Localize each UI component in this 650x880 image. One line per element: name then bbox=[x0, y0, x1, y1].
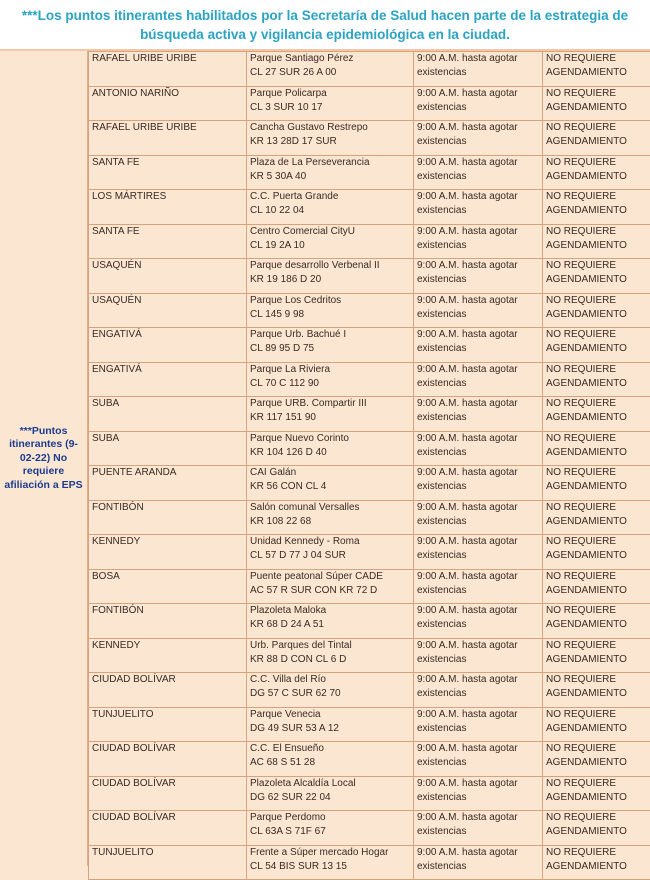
lugar-cell-text: Parque Los Cedritos bbox=[250, 294, 410, 308]
agendamiento-cell bbox=[543, 52, 650, 87]
lugar-cell bbox=[247, 293, 414, 328]
lugar-cell-text: Parque desarrollo Verbenal II bbox=[250, 259, 410, 273]
localidad-cell-text: LOS MÁRTIRES bbox=[92, 191, 166, 202]
table-row bbox=[89, 121, 650, 156]
localidad-cell bbox=[89, 638, 247, 673]
agendamiento-cell bbox=[543, 845, 650, 880]
horario-cell-text: existencias bbox=[417, 687, 539, 701]
agendamiento-cell bbox=[543, 397, 650, 432]
horario-cell bbox=[414, 293, 543, 328]
localidad-cell-text: FONTIBÓN bbox=[92, 502, 144, 513]
localidad-cell-text: CIUDAD BOLÍVAR bbox=[92, 674, 176, 685]
localidad-cell-text: RAFAEL URIBE URIBE bbox=[92, 53, 197, 64]
table-row bbox=[89, 190, 650, 225]
horario-cell-text: existencias bbox=[417, 446, 539, 460]
lugar-cell bbox=[247, 811, 414, 846]
horario-cell bbox=[414, 121, 543, 156]
localidad-cell bbox=[89, 742, 247, 777]
horario-cell bbox=[414, 86, 543, 121]
agendamiento-cell-text: NO REQUIERE bbox=[546, 777, 649, 791]
table-row bbox=[89, 224, 650, 259]
table-row bbox=[89, 259, 650, 294]
horario-cell-text: existencias bbox=[417, 618, 539, 632]
notice-text: ***Los puntos itinerantes habilitados por la Secretaría de Salud hacen parte de la estrategia de búsqueda activa y vigilancia epidemiológica en la ciudad. bbox=[8, 6, 642, 44]
horario-cell-text: 9:00 A.M. hasta agotar bbox=[417, 570, 539, 584]
horario-cell bbox=[414, 535, 543, 570]
localidad-cell bbox=[89, 673, 247, 708]
horario-cell-text: existencias bbox=[417, 342, 539, 356]
lugar-cell-text: Parque URB. Compartir III bbox=[250, 397, 410, 411]
table-row bbox=[89, 155, 650, 190]
localidad-cell bbox=[89, 845, 247, 880]
table-row bbox=[89, 673, 650, 708]
horario-cell-text: existencias bbox=[417, 653, 539, 667]
agendamiento-cell bbox=[543, 466, 650, 501]
horario-cell-text: existencias bbox=[417, 170, 539, 184]
horario-cell-text: 9:00 A.M. hasta agotar bbox=[417, 52, 539, 66]
localidad-cell-text: FONTIBÓN bbox=[92, 605, 144, 616]
lugar-cell-text: Centro Comercial CityU bbox=[250, 225, 410, 239]
table-row bbox=[89, 535, 650, 570]
horario-cell bbox=[414, 224, 543, 259]
lugar-cell-text: KR 88 D CON CL 6 D bbox=[250, 653, 410, 667]
lugar-cell-text: CL 3 SUR 10 17 bbox=[250, 101, 410, 115]
horario-cell-text: existencias bbox=[417, 722, 539, 736]
lugar-cell bbox=[247, 673, 414, 708]
horario-cell bbox=[414, 569, 543, 604]
table-body bbox=[89, 52, 650, 880]
horario-cell bbox=[414, 190, 543, 225]
agendamiento-cell-text: AGENDAMIENTO bbox=[546, 273, 649, 287]
localidad-cell-text: TUNJUELITO bbox=[92, 709, 154, 720]
agendamiento-cell-text: AGENDAMIENTO bbox=[546, 66, 649, 80]
agendamiento-cell-text: NO REQUIERE bbox=[546, 259, 649, 273]
agendamiento-cell bbox=[543, 155, 650, 190]
lugar-cell-text: CL 145 9 98 bbox=[250, 308, 410, 322]
lugar-cell bbox=[247, 707, 414, 742]
lugar-cell-text: Cancha Gustavo Restrepo bbox=[250, 121, 410, 135]
localidad-cell-text: SUBA bbox=[92, 433, 119, 444]
agendamiento-cell bbox=[543, 86, 650, 121]
lugar-cell-text: KR 108 22 68 bbox=[250, 515, 410, 529]
localidad-cell bbox=[89, 604, 247, 639]
localidad-cell bbox=[89, 569, 247, 604]
localidad-cell-text: TUNJUELITO bbox=[92, 847, 154, 858]
table-row bbox=[89, 604, 650, 639]
table-row bbox=[89, 362, 650, 397]
lugar-cell-text: KR 56 CON CL 4 bbox=[250, 480, 410, 494]
agendamiento-cell-text: NO REQUIERE bbox=[546, 432, 649, 446]
agendamiento-cell-text: AGENDAMIENTO bbox=[546, 170, 649, 184]
lugar-cell-text: C.C. Villa del Río bbox=[250, 673, 410, 687]
agendamiento-cell bbox=[543, 569, 650, 604]
localidad-cell-text: ANTONIO NARIÑO bbox=[92, 88, 179, 99]
localidad-cell-text: USAQUÉN bbox=[92, 295, 141, 306]
horario-cell bbox=[414, 52, 543, 87]
localidad-cell bbox=[89, 259, 247, 294]
horario-cell-text: 9:00 A.M. hasta agotar bbox=[417, 846, 539, 860]
agendamiento-cell-text: NO REQUIERE bbox=[546, 466, 649, 480]
lugar-cell bbox=[247, 535, 414, 570]
localidad-cell bbox=[89, 500, 247, 535]
lugar-cell-text: CAI Galán bbox=[250, 466, 410, 480]
horario-cell-text: 9:00 A.M. hasta agotar bbox=[417, 225, 539, 239]
horario-cell-text: existencias bbox=[417, 204, 539, 218]
agendamiento-cell-text: AGENDAMIENTO bbox=[546, 722, 649, 736]
localidad-cell bbox=[89, 293, 247, 328]
horario-cell-text: 9:00 A.M. hasta agotar bbox=[417, 604, 539, 618]
horario-cell-text: 9:00 A.M. hasta agotar bbox=[417, 121, 539, 135]
lugar-cell bbox=[247, 397, 414, 432]
localidad-cell bbox=[89, 328, 247, 363]
horario-cell bbox=[414, 638, 543, 673]
lugar-cell-text: DG 62 SUR 22 04 bbox=[250, 791, 410, 805]
agendamiento-cell bbox=[543, 638, 650, 673]
table-row bbox=[89, 811, 650, 846]
lugar-cell-text: KR 13 28D 17 SUR bbox=[250, 135, 410, 149]
horario-cell-text: 9:00 A.M. hasta agotar bbox=[417, 328, 539, 342]
lugar-cell-text: Plazoleta Maloka bbox=[250, 604, 410, 618]
horario-cell bbox=[414, 362, 543, 397]
lugar-cell bbox=[247, 742, 414, 777]
localidad-cell-text: SANTA FE bbox=[92, 157, 140, 168]
lugar-cell-text: Frente a Súper mercado Hogar bbox=[250, 846, 410, 860]
table-row bbox=[89, 397, 650, 432]
agendamiento-cell-text: AGENDAMIENTO bbox=[546, 101, 649, 115]
agendamiento-cell-text: NO REQUIERE bbox=[546, 501, 649, 515]
horario-cell bbox=[414, 500, 543, 535]
horario-cell-text: existencias bbox=[417, 584, 539, 598]
agendamiento-cell-text: NO REQUIERE bbox=[546, 121, 649, 135]
horario-cell-text: existencias bbox=[417, 273, 539, 287]
lugar-cell-text: C.C. Puerta Grande bbox=[250, 190, 410, 204]
agendamiento-cell-text: NO REQUIERE bbox=[546, 87, 649, 101]
horario-cell-text: 9:00 A.M. hasta agotar bbox=[417, 708, 539, 722]
table-row bbox=[89, 742, 650, 777]
lugar-cell-text: KR 104 126 D 40 bbox=[250, 446, 410, 460]
lugar-cell-text: Parque Nuevo Corinto bbox=[250, 432, 410, 446]
lugar-cell bbox=[247, 155, 414, 190]
lugar-cell bbox=[247, 466, 414, 501]
horario-cell-text: existencias bbox=[417, 549, 539, 563]
lugar-cell-text: AC 68 S 51 28 bbox=[250, 756, 410, 770]
horario-cell-text: 9:00 A.M. hasta agotar bbox=[417, 156, 539, 170]
horario-cell bbox=[414, 673, 543, 708]
localidad-cell bbox=[89, 466, 247, 501]
horario-cell-text: existencias bbox=[417, 411, 539, 425]
agendamiento-cell-text: NO REQUIERE bbox=[546, 156, 649, 170]
agendamiento-cell bbox=[543, 224, 650, 259]
horario-cell bbox=[414, 155, 543, 190]
agendamiento-cell-text: NO REQUIERE bbox=[546, 708, 649, 722]
horario-cell-text: 9:00 A.M. hasta agotar bbox=[417, 466, 539, 480]
lugar-cell-text: KR 117 151 90 bbox=[250, 411, 410, 425]
lugar-cell bbox=[247, 776, 414, 811]
horario-cell-text: 9:00 A.M. hasta agotar bbox=[417, 777, 539, 791]
lugar-cell-text: Urb. Parques del Tintal bbox=[250, 639, 410, 653]
horario-cell-text: 9:00 A.M. hasta agotar bbox=[417, 259, 539, 273]
horario-cell bbox=[414, 811, 543, 846]
horario-cell bbox=[414, 776, 543, 811]
horario-cell-text: existencias bbox=[417, 66, 539, 80]
lugar-cell-text: CL 10 22 04 bbox=[250, 204, 410, 218]
table-row bbox=[89, 52, 650, 87]
agendamiento-cell-text: AGENDAMIENTO bbox=[546, 687, 649, 701]
agendamiento-cell-text: NO REQUIERE bbox=[546, 604, 649, 618]
localidad-cell bbox=[89, 811, 247, 846]
horario-cell-text: 9:00 A.M. hasta agotar bbox=[417, 87, 539, 101]
agendamiento-cell-text: AGENDAMIENTO bbox=[546, 756, 649, 770]
agendamiento-cell bbox=[543, 328, 650, 363]
lugar-cell-text: Parque Urb. Bachué I bbox=[250, 328, 410, 342]
lugar-cell bbox=[247, 224, 414, 259]
localidad-cell bbox=[89, 707, 247, 742]
agendamiento-cell-text: AGENDAMIENTO bbox=[546, 791, 649, 805]
localidad-cell bbox=[89, 190, 247, 225]
localidad-cell bbox=[89, 431, 247, 466]
agendamiento-cell-text: AGENDAMIENTO bbox=[546, 515, 649, 529]
localidad-cell-text: RAFAEL URIBE URIBE bbox=[92, 122, 197, 133]
horario-cell-text: existencias bbox=[417, 860, 539, 874]
lugar-cell-text: Plazoleta Alcaldía Local bbox=[250, 777, 410, 791]
lugar-cell-text: Parque Policarpa bbox=[250, 87, 410, 101]
agendamiento-cell-text: AGENDAMIENTO bbox=[546, 342, 649, 356]
agendamiento-cell-text: NO REQUIERE bbox=[546, 673, 649, 687]
horario-cell bbox=[414, 742, 543, 777]
lugar-cell-text: Puente peatonal Súper CADE bbox=[250, 570, 410, 584]
lugar-cell bbox=[247, 362, 414, 397]
localidad-cell-text: CIUDAD BOLÍVAR bbox=[92, 812, 176, 823]
table-row bbox=[89, 293, 650, 328]
horario-cell bbox=[414, 259, 543, 294]
horario-cell bbox=[414, 397, 543, 432]
horario-cell-text: existencias bbox=[417, 135, 539, 149]
agendamiento-cell-text: NO REQUIERE bbox=[546, 811, 649, 825]
agendamiento-cell-text: NO REQUIERE bbox=[546, 294, 649, 308]
horario-cell-text: 9:00 A.M. hasta agotar bbox=[417, 363, 539, 377]
lugar-cell-text: DG 57 C SUR 62 70 bbox=[250, 687, 410, 701]
localidad-cell-text: CIUDAD BOLÍVAR bbox=[92, 778, 176, 789]
agendamiento-cell-text: AGENDAMIENTO bbox=[546, 549, 649, 563]
agendamiento-cell bbox=[543, 742, 650, 777]
agendamiento-cell bbox=[543, 362, 650, 397]
localidad-cell bbox=[89, 155, 247, 190]
table-row bbox=[89, 431, 650, 466]
table-row bbox=[89, 707, 650, 742]
lugar-cell-text: DG 49 SUR 53 A 12 bbox=[250, 722, 410, 736]
lugar-cell-text: AC 57 R SUR CON KR 72 D bbox=[250, 584, 410, 598]
agendamiento-cell-text: NO REQUIERE bbox=[546, 846, 649, 860]
lugar-cell bbox=[247, 500, 414, 535]
localidad-cell bbox=[89, 224, 247, 259]
lugar-cell bbox=[247, 259, 414, 294]
localidad-cell bbox=[89, 86, 247, 121]
localidad-cell-text: ENGATIVÁ bbox=[92, 329, 142, 340]
horario-cell-text: existencias bbox=[417, 791, 539, 805]
agendamiento-cell-text: AGENDAMIENTO bbox=[546, 135, 649, 149]
horario-cell-text: 9:00 A.M. hasta agotar bbox=[417, 639, 539, 653]
side-label-text: ***Puntos itinerantes (9-02-22) No requiere afiliación a EPS bbox=[4, 425, 83, 493]
horario-cell-text: existencias bbox=[417, 756, 539, 770]
agendamiento-cell-text: AGENDAMIENTO bbox=[546, 239, 649, 253]
agendamiento-cell-text: NO REQUIERE bbox=[546, 225, 649, 239]
lugar-cell bbox=[247, 604, 414, 639]
agendamiento-cell-text: NO REQUIERE bbox=[546, 639, 649, 653]
lugar-cell bbox=[247, 86, 414, 121]
table-row bbox=[89, 776, 650, 811]
horario-cell bbox=[414, 431, 543, 466]
agendamiento-cell bbox=[543, 707, 650, 742]
localidad-cell-text: USAQUÉN bbox=[92, 260, 141, 271]
lugar-cell-text: Parque Perdomo bbox=[250, 811, 410, 825]
localidad-cell-text: KENNEDY bbox=[92, 536, 140, 547]
agendamiento-cell bbox=[543, 776, 650, 811]
horario-cell-text: existencias bbox=[417, 515, 539, 529]
agendamiento-cell-text: NO REQUIERE bbox=[546, 742, 649, 756]
agendamiento-cell-text: AGENDAMIENTO bbox=[546, 618, 649, 632]
horario-cell-text: 9:00 A.M. hasta agotar bbox=[417, 432, 539, 446]
agendamiento-cell-text: NO REQUIERE bbox=[546, 363, 649, 377]
lugar-cell-text: CL 27 SUR 26 A 00 bbox=[250, 66, 410, 80]
horario-cell-text: 9:00 A.M. hasta agotar bbox=[417, 673, 539, 687]
lugar-cell-text: KR 5 30A 40 bbox=[250, 170, 410, 184]
horario-cell-text: 9:00 A.M. hasta agotar bbox=[417, 190, 539, 204]
agendamiento-cell-text: AGENDAMIENTO bbox=[546, 446, 649, 460]
localidad-cell-text: CIUDAD BOLÍVAR bbox=[92, 743, 176, 754]
agendamiento-cell bbox=[543, 190, 650, 225]
lugar-cell-text: CL 89 95 D 75 bbox=[250, 342, 410, 356]
horario-cell bbox=[414, 707, 543, 742]
horario-cell bbox=[414, 466, 543, 501]
lugar-cell bbox=[247, 845, 414, 880]
agendamiento-cell-text: AGENDAMIENTO bbox=[546, 377, 649, 391]
lugar-cell-text: CL 63A S 71F 67 bbox=[250, 825, 410, 839]
localidad-cell-text: PUENTE ARANDA bbox=[92, 467, 176, 478]
agendamiento-cell-text: AGENDAMIENTO bbox=[546, 825, 649, 839]
localidad-cell bbox=[89, 362, 247, 397]
lugar-cell-text: CL 70 C 112 90 bbox=[250, 377, 410, 391]
localidad-cell-text: KENNEDY bbox=[92, 640, 140, 651]
agendamiento-cell bbox=[543, 293, 650, 328]
lugar-cell-text: KR 68 D 24 A 51 bbox=[250, 618, 410, 632]
agendamiento-cell bbox=[543, 431, 650, 466]
lugar-cell-text: Plaza de La Perseverancia bbox=[250, 156, 410, 170]
agendamiento-cell-text: AGENDAMIENTO bbox=[546, 584, 649, 598]
localidad-cell-text: ENGATIVÁ bbox=[92, 364, 142, 375]
lugar-cell-text: Parque Venecia bbox=[250, 708, 410, 722]
lugar-cell bbox=[247, 431, 414, 466]
agendamiento-cell bbox=[543, 811, 650, 846]
lugar-cell bbox=[247, 121, 414, 156]
lugar-cell-text: KR 19 186 D 20 bbox=[250, 273, 410, 287]
horario-cell-text: 9:00 A.M. hasta agotar bbox=[417, 535, 539, 549]
lugar-cell bbox=[247, 52, 414, 87]
agendamiento-cell bbox=[543, 604, 650, 639]
horario-cell-text: existencias bbox=[417, 308, 539, 322]
lugar-cell-text: CL 54 BIS SUR 13 15 bbox=[250, 860, 410, 874]
localidad-cell-text: SUBA bbox=[92, 398, 119, 409]
side-label bbox=[0, 51, 88, 866]
horario-cell bbox=[414, 328, 543, 363]
lugar-cell-text: Parque Santiago Pérez bbox=[250, 52, 410, 66]
lugar-cell-text: Parque La Riviera bbox=[250, 363, 410, 377]
agendamiento-cell-text: NO REQUIERE bbox=[546, 535, 649, 549]
agendamiento-cell bbox=[543, 535, 650, 570]
lugar-cell-text: Salón comunal Versalles bbox=[250, 501, 410, 515]
localidad-cell bbox=[89, 776, 247, 811]
horario-cell-text: 9:00 A.M. hasta agotar bbox=[417, 501, 539, 515]
agendamiento-cell bbox=[543, 500, 650, 535]
lugar-cell bbox=[247, 328, 414, 363]
agendamiento-cell-text: AGENDAMIENTO bbox=[546, 480, 649, 494]
agendamiento-cell-text: NO REQUIERE bbox=[546, 52, 649, 66]
localidad-cell-text: SANTA FE bbox=[92, 226, 140, 237]
agendamiento-cell-text: NO REQUIERE bbox=[546, 328, 649, 342]
agendamiento-cell bbox=[543, 121, 650, 156]
table-row bbox=[89, 500, 650, 535]
lugar-cell bbox=[247, 638, 414, 673]
table-row bbox=[89, 569, 650, 604]
agendamiento-cell bbox=[543, 259, 650, 294]
table-row bbox=[89, 466, 650, 501]
lugar-cell-text: C.C. El Ensueño bbox=[250, 742, 410, 756]
localidad-cell bbox=[89, 121, 247, 156]
horario-cell-text: existencias bbox=[417, 239, 539, 253]
agendamiento-cell bbox=[543, 673, 650, 708]
horario-cell bbox=[414, 845, 543, 880]
table-row bbox=[89, 845, 650, 880]
lugar-cell-text: CL 19 2A 10 bbox=[250, 239, 410, 253]
localidad-cell bbox=[89, 535, 247, 570]
agendamiento-cell-text: AGENDAMIENTO bbox=[546, 653, 649, 667]
agendamiento-cell-text: NO REQUIERE bbox=[546, 190, 649, 204]
horario-cell bbox=[414, 604, 543, 639]
localidad-cell-text: BOSA bbox=[92, 571, 120, 582]
lugar-cell-text: CL 57 D 77 J 04 SUR bbox=[250, 549, 410, 563]
agendamiento-cell-text: NO REQUIERE bbox=[546, 570, 649, 584]
horario-cell-text: existencias bbox=[417, 377, 539, 391]
agendamiento-cell-text: NO REQUIERE bbox=[546, 397, 649, 411]
lugar-cell-text: Unidad Kennedy - Roma bbox=[250, 535, 410, 549]
horario-cell-text: 9:00 A.M. hasta agotar bbox=[417, 294, 539, 308]
horario-cell-text: 9:00 A.M. hasta agotar bbox=[417, 742, 539, 756]
horario-cell-text: existencias bbox=[417, 825, 539, 839]
agendamiento-cell-text: AGENDAMIENTO bbox=[546, 204, 649, 218]
horario-cell-text: existencias bbox=[417, 101, 539, 115]
table-row bbox=[89, 638, 650, 673]
vaccination-points-table bbox=[88, 51, 650, 880]
horario-cell-text: existencias bbox=[417, 480, 539, 494]
notice-banner bbox=[0, 0, 650, 51]
horario-cell-text: 9:00 A.M. hasta agotar bbox=[417, 397, 539, 411]
table-row bbox=[89, 328, 650, 363]
horario-cell-text: 9:00 A.M. hasta agotar bbox=[417, 811, 539, 825]
agendamiento-cell-text: AGENDAMIENTO bbox=[546, 860, 649, 874]
localidad-cell bbox=[89, 52, 247, 87]
lugar-cell bbox=[247, 190, 414, 225]
table-row bbox=[89, 86, 650, 121]
lugar-cell bbox=[247, 569, 414, 604]
agendamiento-cell-text: AGENDAMIENTO bbox=[546, 411, 649, 425]
localidad-cell bbox=[89, 397, 247, 432]
agendamiento-cell-text: AGENDAMIENTO bbox=[546, 308, 649, 322]
